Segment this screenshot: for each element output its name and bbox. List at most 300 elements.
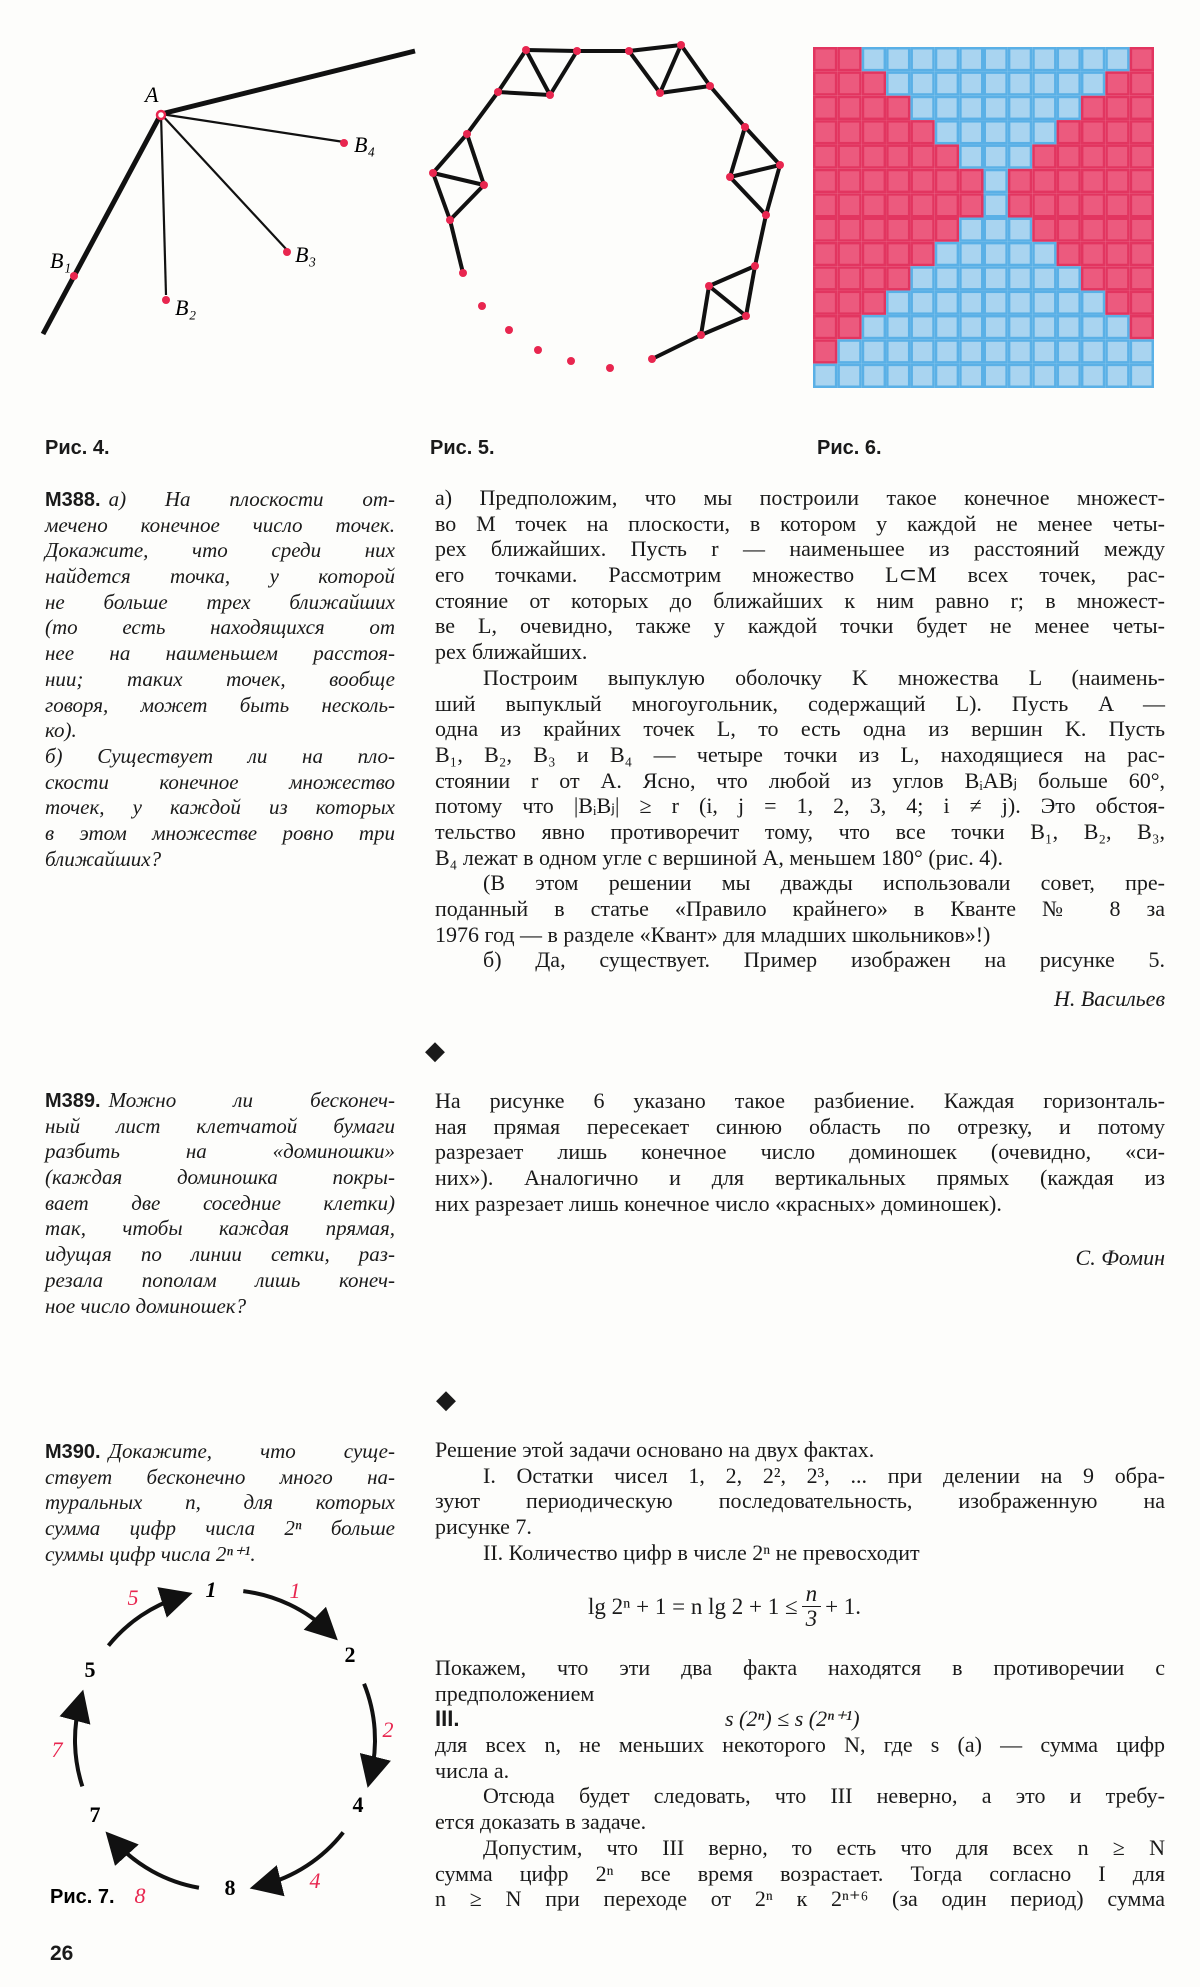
text-line: Построим выпуклую оболочку K множества L (наимень- (483, 664, 1165, 690)
red-cell (1035, 147, 1054, 166)
blue-cell (1035, 244, 1054, 263)
problem-line (45, 1439, 395, 1465)
graph-vertex (697, 331, 705, 339)
ray-upper (161, 51, 415, 114)
red-cell (864, 269, 883, 288)
blue-cell (1035, 293, 1054, 312)
problem-line: ствует бесконечно много на- (45, 1464, 395, 1489)
graph-edge (433, 173, 450, 220)
blue-cell (962, 293, 981, 312)
text-line: для всех n, не меньших некоторого N, где s (a) — сумма цифр (435, 1732, 1165, 1758)
power-label: 4 (309, 1868, 321, 1893)
problem-line: найдется точка, у которой (45, 564, 395, 589)
red-cell (1132, 74, 1151, 93)
red-cell (889, 123, 908, 142)
blue-cell (816, 366, 835, 385)
blue-cell (962, 98, 981, 117)
blue-cell (986, 366, 1005, 385)
problem-line: ное число доминошек? (45, 1293, 247, 1318)
blue-cell (986, 196, 1005, 215)
problem-line (45, 1088, 395, 1114)
blue-cell (1083, 293, 1102, 312)
formula-right: + 1. (825, 1593, 862, 1619)
red-cell (1010, 171, 1029, 190)
red-cell (1059, 220, 1078, 239)
label-B1: B₁ (50, 248, 72, 273)
red-cell (816, 147, 835, 166)
graph-vertex (494, 88, 502, 96)
cycle-arrow (114, 1840, 199, 1887)
blue-cell (1108, 317, 1127, 336)
blue-cell (889, 342, 908, 361)
solution-m388 (435, 485, 1165, 973)
red-cell (913, 196, 932, 215)
red-cell (1108, 147, 1127, 166)
red-cell (1108, 123, 1127, 142)
problem-line: точек, у каждой из которых (45, 795, 395, 820)
figure-6-caption: Рис. 6. (817, 437, 882, 459)
problem-line: скости конечное множество (45, 769, 395, 794)
red-cell (1059, 171, 1078, 190)
residue-node: 1 (205, 1577, 217, 1602)
red-cell (937, 220, 956, 239)
graph-edge (745, 127, 780, 165)
power-label: 7 (51, 1737, 63, 1762)
red-cell (1132, 269, 1151, 288)
graph-edge (709, 266, 755, 286)
red-cell (913, 147, 932, 166)
red-cell (840, 244, 859, 263)
problem-line: так, чтобы каждая прямая, (45, 1216, 395, 1241)
problem-text: Можно ли бесконеч- (108, 1088, 395, 1112)
blue-cell (864, 50, 883, 69)
red-cell (1108, 220, 1127, 239)
text-line: B₄ лежат в одном угле с вершиной A, меньшем 180° (рис. 4). (435, 844, 1004, 870)
graph-vertex (446, 216, 454, 224)
red-cell (1108, 293, 1127, 312)
red-cell (840, 147, 859, 166)
blue-cell (1010, 269, 1029, 288)
red-cell (1132, 293, 1151, 312)
blue-cell (913, 293, 932, 312)
problem-line: резала пополам лишь конеч- (45, 1267, 395, 1292)
graph-vertex (751, 262, 759, 270)
red-cell (816, 171, 835, 190)
graph-edge (701, 286, 709, 335)
assumption-III (435, 1706, 1165, 1732)
blue-cell (1035, 366, 1054, 385)
blue-cell (889, 74, 908, 93)
graph-edge (629, 51, 660, 93)
graph-edge (730, 127, 745, 177)
problem-line: б) Существует ли на пло- (45, 743, 395, 768)
graph-edge (709, 286, 746, 316)
red-cell (1132, 147, 1151, 166)
blue-cell (889, 317, 908, 336)
label-A: A (145, 82, 159, 107)
graph-vertex (480, 181, 488, 189)
red-cell (864, 74, 883, 93)
graph-vertex (742, 312, 750, 320)
blue-cell (986, 74, 1005, 93)
blue-cell (1035, 50, 1054, 69)
text-line: рисунке 7. (435, 1514, 532, 1540)
red-cell (937, 171, 956, 190)
blue-cell (1059, 98, 1078, 117)
problem-line: ко). (45, 718, 77, 743)
graph-vertex (459, 269, 467, 277)
problem-line (45, 487, 395, 513)
solution-m390-continued (435, 1655, 1165, 1912)
graph-vertex (429, 169, 437, 177)
red-cell (1035, 171, 1054, 190)
blue-cell (962, 50, 981, 69)
blue-cell (986, 98, 1005, 117)
graph-edge (755, 215, 766, 266)
blue-cell (1059, 317, 1078, 336)
blue-cell (913, 317, 932, 336)
red-cell (864, 196, 883, 215)
text-line: одна из крайних точек L, то есть одна из вершин K. Пусть (435, 716, 1165, 742)
graph-vertex (463, 130, 471, 138)
text-line: ная прямая пересекает синюю область по отрезку, и потому (435, 1113, 1165, 1139)
graph-vertex (677, 41, 685, 49)
text-line: них»). Аналогично и для вертикальных прямых (каждая из (435, 1165, 1165, 1191)
fraction-numerator: n (802, 1582, 822, 1607)
blue-cell (1035, 74, 1054, 93)
text-line: тельство явно противоречит тому, что все точки B₁, B₂, B₃, (435, 818, 1165, 844)
blue-cell (1059, 269, 1078, 288)
graph-vertex (706, 82, 714, 90)
blue-cell (937, 366, 956, 385)
problem-line: ный лист клетчатой бумаги (45, 1113, 395, 1138)
residue-node: 7 (89, 1802, 101, 1827)
red-cell (889, 244, 908, 263)
blue-cell (1010, 317, 1029, 336)
red-cell (1132, 123, 1151, 142)
figure-5-caption: Рис. 5. (430, 437, 495, 459)
red-cell (1108, 196, 1127, 215)
graph-edge (652, 335, 701, 359)
blue-cell (1035, 98, 1054, 117)
graph-vertex (606, 364, 614, 372)
graph-vertex (567, 357, 575, 365)
blue-cell (937, 342, 956, 361)
blue-cell (889, 293, 908, 312)
red-cell (1083, 269, 1102, 288)
text-line: ве L, очевидно, также у каждой точки будет не менее четы- (435, 613, 1165, 639)
point-B4 (340, 139, 348, 147)
graph-vertex (705, 282, 713, 290)
problem-m389 (45, 1088, 395, 1319)
red-cell (816, 74, 835, 93)
text-line: стояние от которых до ближайших к ним равно r; в множест- (435, 587, 1165, 613)
red-cell (1108, 269, 1127, 288)
blue-cell (1010, 293, 1029, 312)
text-line: I. Остатки чисел 1, 2, 2², 2³, ... при делении на 9 обра- (483, 1462, 1165, 1488)
text-line: а) Предположим, что мы построили такое конечное множест- (435, 485, 1165, 510)
blue-cell (937, 317, 956, 336)
blue-cell (840, 342, 859, 361)
red-cell (1108, 98, 1127, 117)
blue-cell (1108, 366, 1127, 385)
blue-cell (986, 220, 1005, 239)
cycle-arrow (75, 1701, 82, 1786)
blue-cell (1035, 342, 1054, 361)
graph-vertex (776, 161, 784, 169)
red-cell (913, 244, 932, 263)
graph-vertex (546, 91, 554, 99)
red-cell (937, 196, 956, 215)
text-line: II. Количество цифр в числе 2ⁿ не превосходит (483, 1539, 920, 1565)
blue-cell (986, 269, 1005, 288)
problem-number: M388. (45, 489, 101, 511)
point-A (157, 111, 165, 119)
red-cell (1132, 317, 1151, 336)
text-line: во M точек на плоскости, в котором у каждой не менее четы- (435, 510, 1165, 536)
text-line: рех ближайших. (435, 639, 588, 665)
text-line: разрезает лишь конечное число доминошек (очевидно, «си- (435, 1139, 1165, 1165)
problem-line: в этом множестве ровно три (45, 820, 395, 845)
red-cell (1035, 196, 1054, 215)
formula-left: lg 2ⁿ + 1 = n lg 2 + 1 ≤ (588, 1593, 798, 1619)
red-cell (1108, 171, 1127, 190)
graph-vertex (656, 89, 664, 97)
text-line: n ≥ N при переходе от 2ⁿ к 2ⁿ⁺⁶ (за один период) сумма (435, 1886, 1165, 1912)
problem-line: говоря, может быть несколь- (45, 692, 395, 717)
red-cell (816, 342, 835, 361)
figure-7-caption: Рис. 7. (50, 1886, 115, 1908)
separator-diamond-icon: ◆ (425, 1036, 445, 1065)
blue-cell (962, 244, 981, 263)
problem-line: Докажите, что среди них (45, 538, 395, 563)
blue-cell (913, 269, 932, 288)
blue-cell (913, 98, 932, 117)
residue-node: 5 (84, 1657, 96, 1682)
blue-cell (962, 147, 981, 166)
residue-node: 8 (224, 1875, 236, 1900)
red-cell (816, 244, 835, 263)
blue-cell (937, 269, 956, 288)
graph-edge (730, 177, 766, 215)
figure-6-domino-grid (813, 47, 1154, 388)
problem-text: Докажите, что суще- (108, 1439, 395, 1463)
blue-cell (1010, 74, 1029, 93)
power-label: 2 (382, 1717, 394, 1742)
blue-cell (1132, 366, 1151, 385)
red-cell (1059, 196, 1078, 215)
text-line: B₁, B₂, B₃ и B₄ — четыре точки из L, находящиеся на рас- (435, 741, 1165, 767)
blue-cell (864, 366, 883, 385)
red-cell (937, 147, 956, 166)
separator-diamond-icon: ◆ (436, 1385, 456, 1414)
residue-node: 2 (344, 1642, 356, 1667)
blue-cell (864, 317, 883, 336)
problem-line: суммы цифр числа 2ⁿ⁺¹. (45, 1541, 256, 1566)
blue-cell (986, 171, 1005, 190)
blue-cell (962, 123, 981, 142)
cycle-arrow (243, 1591, 329, 1632)
red-cell (816, 98, 835, 117)
problem-line: мечено конечное число точек. (45, 512, 395, 537)
red-cell (1132, 50, 1151, 69)
graph-edge (498, 92, 550, 95)
text-line: его точками. Рассмотрим множество L⊂M всех точек, рас- (435, 562, 1165, 588)
ray-lower (43, 114, 161, 334)
segment-A-B2 (161, 114, 166, 295)
graph-vertex (762, 211, 770, 219)
red-cell (889, 220, 908, 239)
page-number: 26 (50, 1942, 74, 1965)
graph-edge (681, 45, 710, 86)
red-cell (1083, 196, 1102, 215)
text-line: стоянии r от A. Ясно, что любой из углов BᵢABⱼ больше 60°, (435, 767, 1165, 793)
blue-cell (913, 366, 932, 385)
blue-cell (1059, 50, 1078, 69)
text-line: них разрезает лишь конечное число «красных» доминошек). (435, 1190, 1002, 1216)
blue-cell (1010, 244, 1029, 263)
red-cell (1059, 244, 1078, 263)
blue-cell (986, 147, 1005, 166)
power-label: 8 (134, 1883, 146, 1908)
red-cell (1083, 123, 1102, 142)
problem-text: а) На плоскости от- (108, 487, 395, 511)
blue-cell (1059, 366, 1078, 385)
graph-edge (433, 173, 484, 185)
graph-edge (467, 134, 484, 185)
red-cell (889, 171, 908, 190)
problem-line: не больше трех ближайших (45, 589, 395, 614)
segment-A-B4 (161, 114, 344, 142)
label-B2: B₂ (175, 295, 197, 320)
blue-cell (962, 220, 981, 239)
blue-cell (986, 123, 1005, 142)
blue-cell (937, 98, 956, 117)
figure-4-caption: Рис. 4. (45, 437, 110, 459)
blue-cell (1010, 98, 1029, 117)
cycle-arrow (261, 1832, 343, 1885)
text-line: Допустим, что III верно, то есть что для всех n ≥ N (483, 1834, 1165, 1860)
text-line: потому что |BᵢBⱼ| ≥ r (i, j = 1, 2, 3, 4; i ≠ j). Это обстоя- (435, 793, 1165, 819)
red-cell (840, 50, 859, 69)
figure-7-residue-cycle (30, 1570, 420, 1920)
problem-line: разбить на «доминошки» (45, 1139, 395, 1164)
red-cell (889, 98, 908, 117)
blue-cell (962, 74, 981, 93)
blue-cell (1010, 220, 1029, 239)
problem-m390 (45, 1439, 395, 1567)
graph-edge (746, 266, 755, 316)
blue-cell (937, 293, 956, 312)
red-cell (864, 244, 883, 263)
blue-cell (1035, 317, 1054, 336)
point-B2 (162, 296, 170, 304)
blue-cell (986, 293, 1005, 312)
blue-cell (1035, 269, 1054, 288)
graph-vertex (505, 326, 513, 334)
blue-cell (986, 317, 1005, 336)
red-cell (1132, 171, 1151, 190)
graph-vertex (648, 355, 656, 363)
power-label: 1 (289, 1578, 301, 1603)
red-cell (1132, 244, 1151, 263)
blue-cell (864, 342, 883, 361)
blue-cell (889, 366, 908, 385)
graph-edge (629, 45, 681, 51)
red-cell (1035, 220, 1054, 239)
red-cell (1059, 123, 1078, 142)
red-cell (1059, 147, 1078, 166)
graph-vertex (534, 346, 542, 354)
text-line: На рисунке 6 указано такое разбиение. Каждая горизонталь- (435, 1088, 1165, 1113)
red-cell (816, 293, 835, 312)
red-cell (840, 269, 859, 288)
red-cell (864, 293, 883, 312)
cycle-arrow (108, 1597, 181, 1646)
problem-line: (каждая доминошка покры- (45, 1165, 395, 1190)
blue-cell (1083, 342, 1102, 361)
red-cell (816, 317, 835, 336)
blue-cell (986, 244, 1005, 263)
solution-m390 (435, 1437, 1165, 1565)
blue-cell (937, 244, 956, 263)
graph-edge (660, 86, 710, 93)
graph-vertex (726, 173, 734, 181)
problem-number: M389. (45, 1090, 101, 1112)
red-cell (864, 123, 883, 142)
red-cell (840, 98, 859, 117)
red-cell (840, 293, 859, 312)
blue-cell (1010, 342, 1029, 361)
blue-cell (1059, 293, 1078, 312)
blue-cell (1083, 50, 1102, 69)
red-cell (816, 220, 835, 239)
fraction-denominator: 3 (805, 1606, 818, 1631)
graph-edge (450, 185, 484, 220)
graph-vertex (573, 47, 581, 55)
graph-edge (526, 50, 550, 95)
label-B3: B₃ (295, 242, 317, 267)
text-line: ется доказать в задаче. (435, 1809, 647, 1835)
blue-cell (1108, 50, 1127, 69)
figure-4-angle-diagram (30, 40, 430, 360)
blue-cell (1059, 342, 1078, 361)
residue-node: 4 (352, 1792, 364, 1817)
solution-m389 (435, 1088, 1165, 1216)
red-cell (864, 171, 883, 190)
problem-number: M390. (45, 1441, 101, 1463)
problem-line: (то есть находящихся от (45, 615, 395, 640)
label-B4: B₄ (354, 132, 376, 157)
red-cell (1132, 98, 1151, 117)
author-fomin: С. Фомин (1075, 1245, 1165, 1270)
point-B1 (70, 272, 78, 280)
blue-cell (1010, 50, 1029, 69)
red-cell (889, 147, 908, 166)
point-B3 (283, 248, 291, 256)
blue-cell (1035, 123, 1054, 142)
graph-edge (660, 45, 681, 93)
blue-cell (1010, 147, 1029, 166)
red-cell (840, 317, 859, 336)
blue-cell (937, 74, 956, 93)
red-cell (962, 171, 981, 190)
blue-cell (1010, 366, 1029, 385)
segment-A-B3 (161, 114, 287, 250)
red-cell (816, 196, 835, 215)
graph-vertex (478, 302, 486, 310)
graph-edge (730, 165, 780, 177)
